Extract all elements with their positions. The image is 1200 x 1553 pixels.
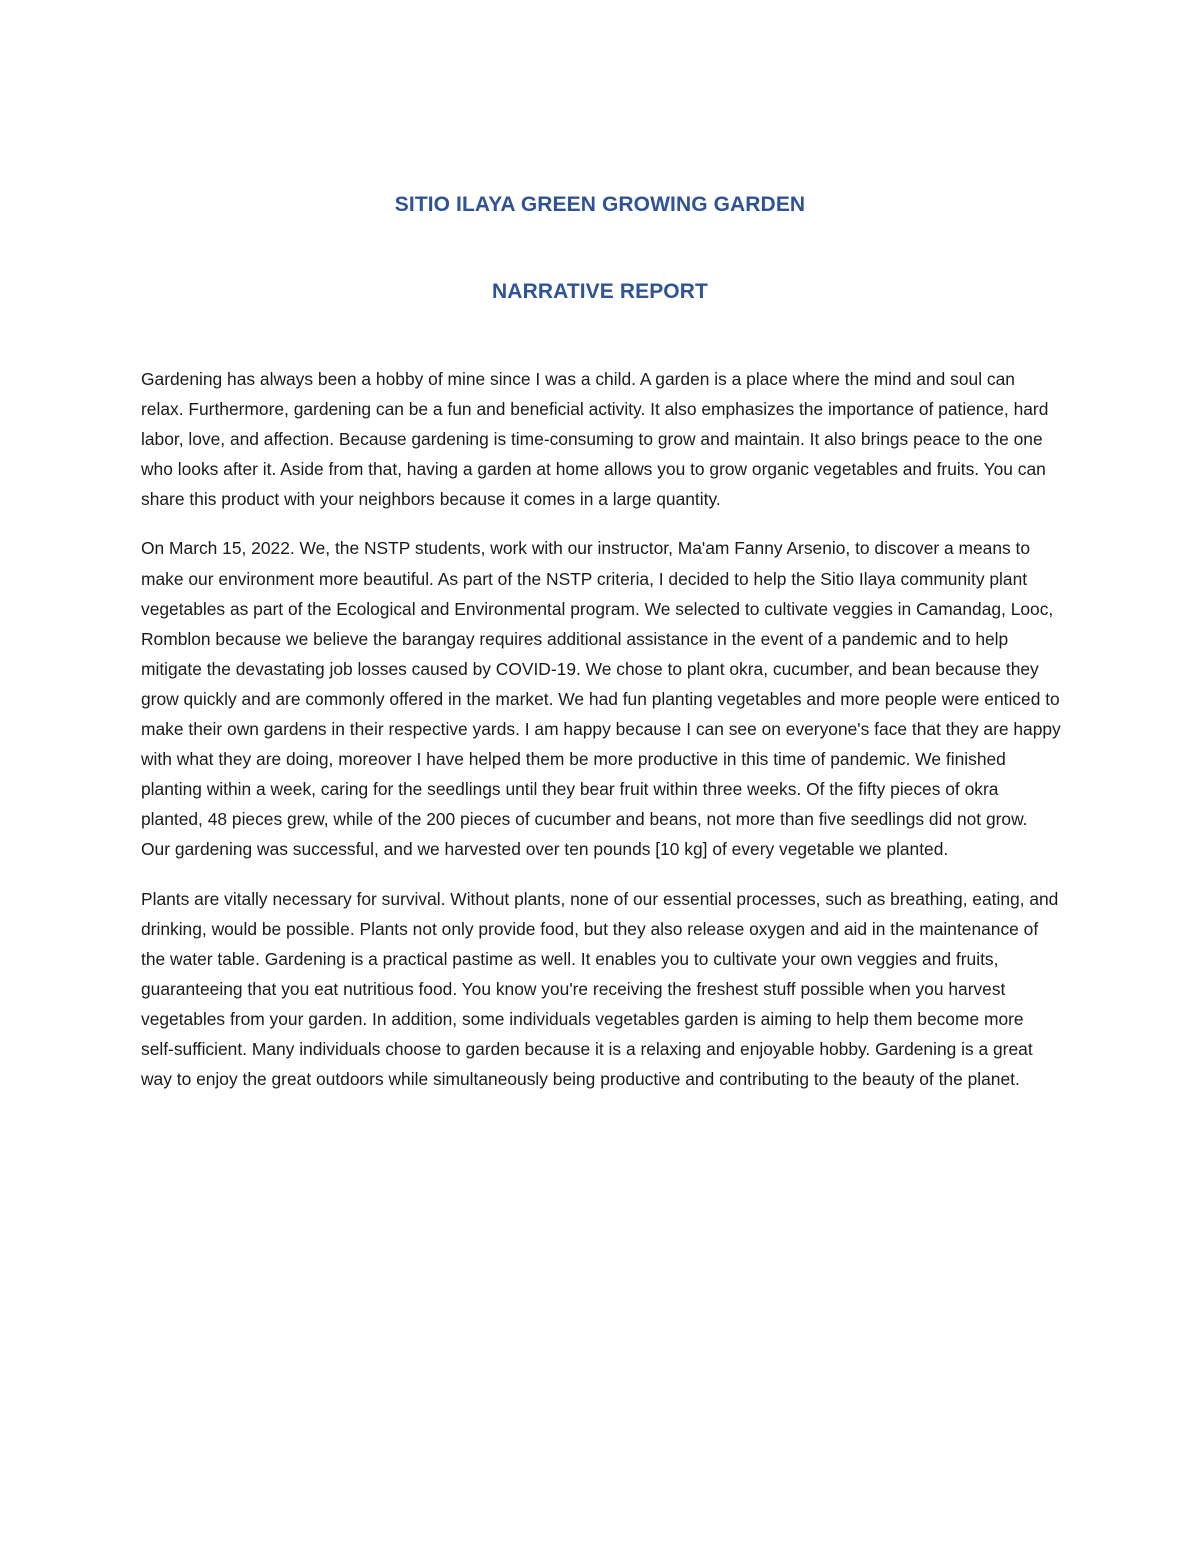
document-body bbox=[141, 364, 1061, 1113]
paragraph-activity: On March 15, 2022. We, the NSTP students, work with our instructor, Ma'am Fanny Arsenio, to discover a means to make our environment more beautiful. As part of the NSTP criteria, I decided to help the Sitio Ilaya community plant vegetables as part of the Ecological and Environmental program. We selected to cultivate veggies in Camandag, Looc, Romblon because we believe the barangay requires additional assistance in the event of a pandemic and to help mitigate the devastating job losses caused by COVID-19. We chose to plant okra, cucumber, and bean because they grow quickly and are commonly offered in the market. We had fun planting vegetables and more people were enticed to make their own gardens in their respective yards. I am happy because I can see on everyone's face that they are happy with what they are doing, moreover I have helped them be more productive in this time of pandemic. We finished planting within a week, caring for the seedlings until they bear fruit within three weeks. Of the fifty pieces of okra planted, 48 pieces grew, while of the 200 pieces of cucumber and beans, not more than five seedlings did not grow. Our gardening was successful, and we harvested over ten pounds [10 kg] of every vegetable we planted. bbox=[141, 538, 1061, 860]
paragraph-conclusion: Plants are vitally necessary for survival. Without plants, none of our essential processes, such as breathing, eating, and drinking, would be possible. Plants not only provide food, but they also release oxygen and aid in the maintenance of the water table. Gardening is a practical pastime as well. It enables you to cultivate your own veggies and fruits, guaranteeing that you eat nutritious food. You know you're receiving the freshest stuff possible when you harvest vegetables from your garden. In addition, some individuals vegetables garden is aiming to help them become more self-sufficient. Many individuals choose to garden because it is a relaxing and enjoyable hobby. Gardening is a great way to enjoy the great outdoors while simultaneously being productive and contributing to the beauty of the planet. bbox=[141, 888, 1059, 1090]
paragraph-intro: Gardening has always been a hobby of mine since I was a child. A garden is a place where the mind and soul can relax. Furthermore, gardening can be a fun and beneficial activity. It also emphasizes the importance of patience, hard labor, love, and affection. Because gardening is time-consuming to grow and maintain. It also brings peace to the one who looks after it. Aside from that, having a garden at home allows you to grow organic vegetables and fruits. You can share this product with your neighbors because it comes in a large quantity. bbox=[141, 369, 1049, 510]
document-subtitle: NARRATIVE REPORT bbox=[492, 280, 708, 303]
document-title: SITIO ILAYA GREEN GROWING GARDEN bbox=[394, 193, 806, 216]
